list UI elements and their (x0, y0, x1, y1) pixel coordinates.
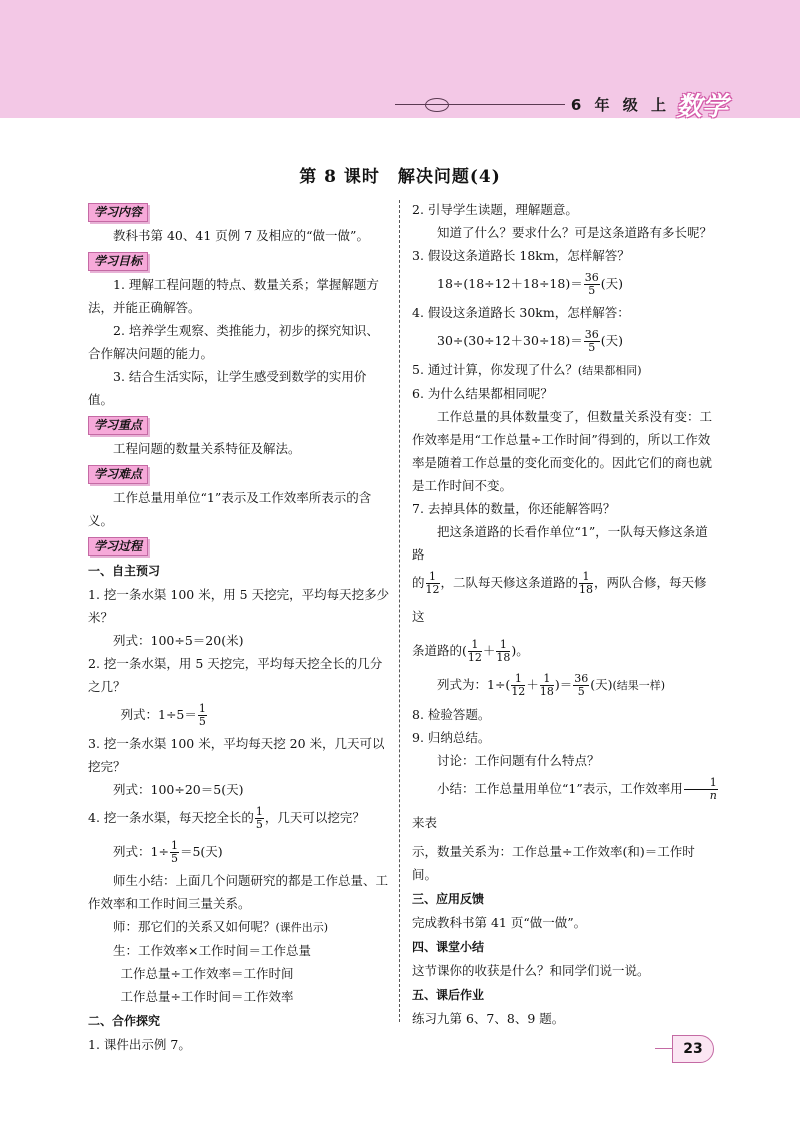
answer-4-text: 列式：1÷ (113, 844, 169, 859)
numerator: 1 (579, 571, 593, 584)
conclusion-line-2: 示，数量关系为：工作总量÷工作效率(和)＝工作时间。 (412, 844, 695, 882)
conclusion-tail: 来表 (412, 815, 438, 830)
subject-label: 数学 (675, 92, 728, 122)
numerator: 36 (574, 672, 589, 685)
step-7-line-3 (412, 634, 719, 668)
right-column (412, 198, 719, 1030)
step-7-line-2-tail: ，两队合修，每天修这 (412, 575, 707, 624)
step-7-line-3-text: 条道路的( (412, 643, 467, 658)
lesson-title: 第 8 课时 解决问题(4) (299, 167, 501, 187)
step-4-formula (412, 324, 719, 358)
step-7-note: (结果一样) (612, 679, 666, 692)
answer-3: 列式：100÷20＝5(天) (113, 782, 244, 797)
step-7-formula-text: 列式为：1÷( (437, 677, 511, 692)
section-4-text: 这节课你的收获是什么？和同学们说一说。 (412, 963, 650, 978)
teacher-ask-note: (课件出示) (275, 921, 329, 934)
step-7-line-2-text: 的 (412, 575, 425, 590)
question-1: 1. 挖一条水渠 100 米，用 5 天挖完，平均每天挖多少米？ (88, 587, 390, 625)
teacher-ask-text: 师：那它们的关系又如何呢？ (113, 919, 276, 934)
answer-2-text: 列式：1÷5＝ (120, 707, 197, 722)
section-5-text: 练习九第 6、7、8、9 题。 (412, 1011, 565, 1026)
denominator: 5 (170, 852, 178, 865)
step-2: 2. 引导学生读题，理解题意。 (412, 202, 578, 217)
heading-goals: 学习目标 (88, 252, 148, 271)
question-4-text: 4. 挖一条水渠，每天挖全长的 (88, 810, 254, 825)
fraction (579, 571, 593, 596)
summary-text: 师生小结：上面几个问题研究的都是工作总量、工作效率和工作时间三量关系。 (88, 873, 389, 911)
page-number: 23 (672, 1035, 714, 1063)
formula-2: 工作总量÷工作效率＝工作时间 (120, 966, 294, 981)
key-text: 工程问题的数量关系特征及解法。 (113, 441, 301, 456)
heading-content: 学习内容 (88, 203, 148, 222)
fraction (584, 329, 600, 354)
step-7-line-2 (412, 566, 719, 634)
step-7: 7. 去掉具体的数量，你还能解答吗？ (412, 501, 616, 516)
step-5-text: 5. 通过计算，你发现了什么？ (412, 362, 578, 377)
step-6: 6. 为什么结果都相同呢？ (412, 386, 553, 401)
answer-4 (88, 835, 391, 869)
step-3: 3. 假设这条道路长 18km，怎样解答？ (412, 248, 630, 263)
left-column (88, 198, 391, 1056)
numerator: 1 (170, 839, 178, 852)
step-3-formula-text: 18÷(18÷12＋18÷18)＝ (437, 276, 583, 291)
header-ornament (395, 104, 565, 105)
question-2: 2. 挖一条水渠，用 5 天挖完，平均每天挖全长的几分之几？ (88, 656, 383, 694)
numerator: 1 (684, 777, 718, 790)
step-6-explanation: 工作总量的具体数量变了，但数量关系没有变：工作效率是用“工作总量÷工作时间”得到的，所以工作效率是随着工作总量的变化而变化的。因此它们的商也就是工作时间不变。 (412, 409, 713, 493)
conclusion-text: 小结：工作总量用单位“1”表示，工作效率用 (437, 781, 683, 796)
difficulty-text: 工作总量用单位“1”表示及工作效率所表示的含义。 (88, 490, 372, 528)
section-4-heading: 四、课堂小结 (412, 940, 485, 954)
goal-1: 1. 理解工程问题的特点、数量关系；掌握解题方法，并能正确解答。 (88, 277, 379, 315)
step-7-formula-tail: (天) (590, 677, 613, 692)
heading-key: 学习重点 (88, 416, 148, 435)
fraction (468, 639, 482, 664)
fraction (584, 272, 600, 297)
conclusion-line-1 (412, 772, 719, 840)
denominator: 18 (539, 685, 554, 698)
step-7-line-2-mid: ，二队每天修这条道路的 (440, 575, 579, 590)
goal-2: 2. 培养学生观察、类推能力，初步的探究知识、合作解决问题的能力。 (88, 323, 379, 361)
goal-3: 3. 结合生活实际，让学生感受到数学的实用价值。 (88, 369, 367, 407)
fraction (170, 840, 179, 865)
step-7-formula (412, 668, 719, 703)
plus-sign: ＋ (526, 677, 539, 692)
denominator: 5 (588, 284, 596, 297)
plus-sign: ＋ (482, 643, 496, 658)
question-4-tail: ，几天可以挖完？ (264, 810, 365, 825)
step-3-formula-tail: (天) (600, 276, 623, 291)
denominator: n (709, 789, 717, 802)
step-2-detail: 知道了什么？要求什么？可是这条道路有多长呢？ (437, 225, 713, 240)
numerator: 1 (540, 673, 554, 686)
numerator: 1 (198, 702, 206, 715)
numerator: 1 (511, 673, 525, 686)
grade-label: 6 年 级 上 (570, 96, 670, 114)
fraction (198, 703, 207, 728)
fraction (540, 673, 554, 698)
step-5-note: (结果都相同) (577, 364, 642, 377)
numerator: 36 (584, 271, 599, 284)
step-7-line-3-tail: )。 (511, 643, 529, 658)
numerator: 1 (468, 639, 482, 652)
question-3: 3. 挖一条水渠 100 米，平均每天挖 20 米，几天可以挖完？ (88, 736, 385, 774)
denominator: 5 (255, 818, 263, 831)
heading-difficulty: 学习难点 (88, 465, 148, 484)
equals-sign: )＝ (554, 677, 573, 692)
fraction (255, 806, 264, 831)
denominator: 12 (467, 651, 482, 664)
section-3-heading: 三、应用反馈 (412, 892, 485, 906)
denominator: 5 (577, 685, 585, 698)
page-number-line (655, 1048, 673, 1049)
denominator: 12 (425, 583, 440, 596)
header (395, 86, 728, 123)
section-1-heading: 一、自主预习 (88, 564, 161, 578)
step-4-formula-tail: (天) (600, 333, 623, 348)
teacher-ask (88, 915, 391, 939)
fraction (511, 673, 525, 698)
numerator: 1 (426, 571, 440, 584)
section-2-heading: 二、合作探究 (88, 1014, 161, 1028)
step-4: 4. 假设这条道路长 30km，怎样解答： (412, 305, 630, 320)
numerator: 1 (255, 805, 263, 818)
answer-2 (88, 698, 391, 732)
numerator: 36 (584, 328, 599, 341)
heading-process: 学习过程 (88, 537, 148, 556)
question-4 (88, 801, 391, 835)
column-divider (399, 200, 400, 1022)
section-5-heading: 五、课后作业 (412, 988, 485, 1002)
numerator: 1 (496, 639, 510, 652)
formula-3: 工作总量÷工作时间＝工作效率 (120, 989, 294, 1004)
fraction (684, 777, 718, 802)
denominator: 5 (588, 341, 596, 354)
step-4-formula-text: 30÷(30÷12＋30÷18)＝ (437, 333, 583, 348)
fraction (426, 571, 440, 596)
answer-4-tail: ＝5(天) (179, 844, 223, 859)
step-3-formula (412, 267, 719, 301)
denominator: 12 (511, 685, 526, 698)
denominator: 18 (496, 651, 511, 664)
step-5 (412, 358, 719, 382)
step-7-line-1: 把这条道路的长看作单位“1”，一队每天修这条道路 (412, 524, 708, 562)
step-8: 8. 检验答题。 (412, 707, 491, 722)
denominator: 5 (198, 715, 206, 728)
content-text: 教科书第 40、41 页例 7 及相应的“做一做”。 (113, 228, 369, 243)
fraction (573, 673, 589, 698)
fraction (496, 639, 510, 664)
collab-1: 1. 课件出示例 7。 (88, 1037, 191, 1052)
formula-1: 生：工作效率×工作时间＝工作总量 (113, 943, 311, 958)
answer-1: 列式：100÷5＝20(米) (113, 633, 244, 648)
denominator: 18 (579, 583, 594, 596)
step-9: 9. 归纳总结。 (412, 730, 491, 745)
discussion: 讨论：工作问题有什么特点？ (437, 753, 600, 768)
section-3-text: 完成教科书第 41 页“做一做”。 (412, 915, 587, 930)
